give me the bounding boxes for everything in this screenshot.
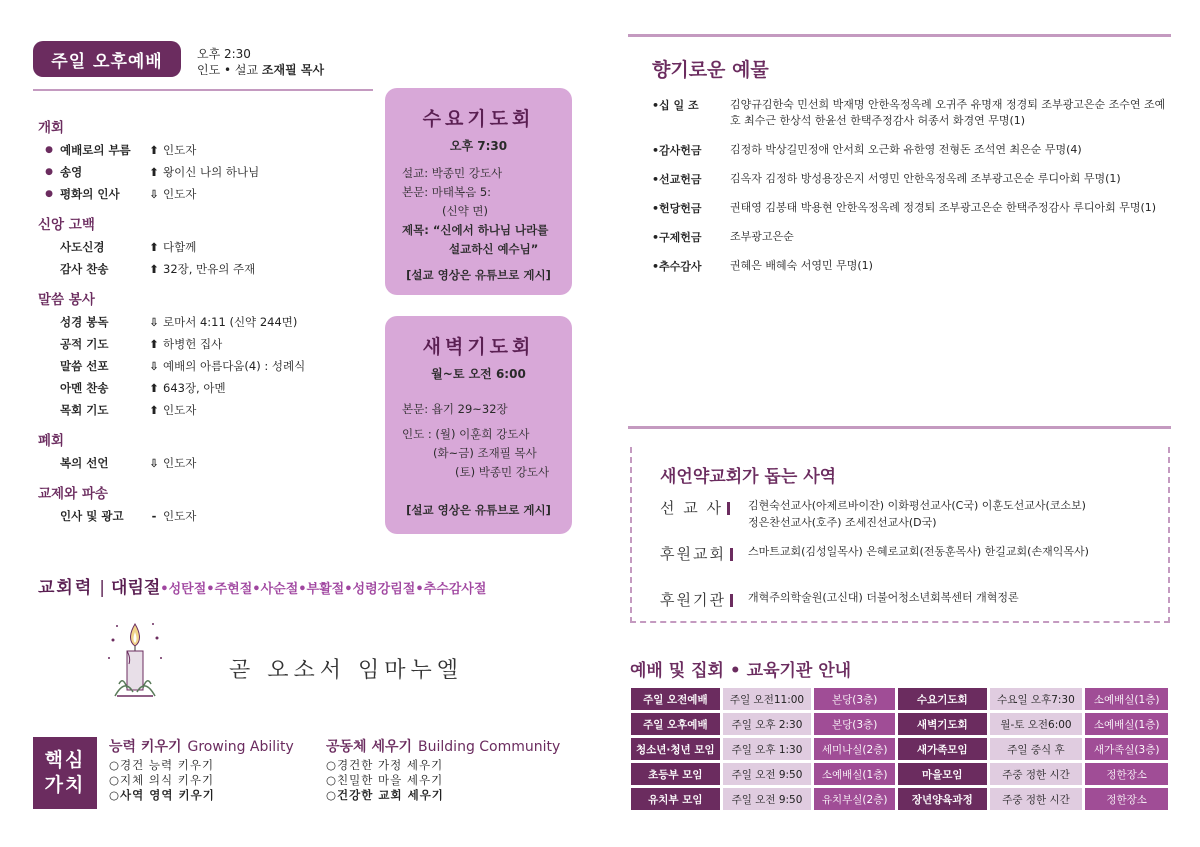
order-row (38, 377, 378, 399)
mission-text: 정은찬선교사(호주) 조세진선교사(D국) (748, 516, 937, 529)
offering-names: 김옥자 김정하 방성용장은지 서영민 안한옥정옥례 조부광고은순 루디아회 무명(1) (730, 172, 1121, 185)
ability-item: ○경건 능력 키우기 (109, 758, 215, 772)
divider (628, 426, 1171, 429)
posture-icon: ⬆ (149, 165, 159, 179)
order-value: 다함께 (163, 240, 197, 254)
wednesday-text-page: (신약 면) (442, 204, 488, 218)
offering-label: •구제헌금 (652, 231, 702, 244)
bullet-icon: ● (45, 189, 53, 199)
mission-title: 새언약교회가 돕는 사역 (660, 467, 837, 487)
guide-row (631, 713, 1168, 735)
order-value: 예배의 아름다움(4) : 성례식 (163, 359, 306, 373)
posture-icon: ⬆ (149, 337, 159, 351)
mission-text: 개혁주의학술원(고신대) 더불어청소년회복센터 개혁정론 (748, 591, 1019, 604)
order-row (38, 399, 378, 421)
posture-icon: ⇩ (149, 315, 159, 329)
order-value: 인도자 (163, 403, 197, 417)
community-item: ○건강한 교회 세우기 (326, 788, 444, 802)
guide-cell: 주중 정한 시간 (990, 763, 1083, 785)
posture-icon: ⬆ (149, 262, 159, 276)
order-item: 성경 봉독 (60, 315, 109, 329)
service-leader-prefix: 인도 • 설교 (197, 63, 259, 77)
offering-names: 권혜은 배혜숙 서영민 무명(1) (730, 259, 873, 272)
wednesday-prayer-box (385, 88, 572, 295)
order-row (38, 505, 378, 527)
core-value-ability (109, 740, 294, 803)
core-label-1: 핵심 (44, 749, 86, 771)
mission-text: 스마트교회(김성일목사) 은혜로교회(전동훈목사) 한길교회(손재익목사) (748, 545, 1089, 558)
offering-row (652, 200, 1172, 216)
order-row (38, 183, 378, 205)
ability-item: ○사역 영역 키우기 (109, 788, 215, 802)
guide-cell: 본당(3층) (814, 688, 895, 710)
dawn-title: 새벽기도회 (422, 336, 535, 358)
calendar-label: 교회력 (38, 578, 94, 598)
order-item: 아멘 찬송 (60, 381, 109, 395)
guide-cell: 주일 오전 9:50 (723, 763, 812, 785)
community-item: ○친밀한 마을 세우기 (326, 773, 444, 787)
posture-icon: ⇩ (149, 359, 159, 373)
mission-label: 후원기관 (660, 591, 726, 609)
guide-cell: 세미나실(2층) (814, 738, 895, 760)
guide-cell: 수요기도회 (898, 688, 987, 710)
order-row (38, 236, 378, 258)
order-item: 말씀 선포 (60, 359, 109, 373)
wednesday-preacher: 설교: 박종민 강도사 (402, 166, 503, 180)
guide-cell: 새가족모임 (898, 738, 987, 760)
dawn-time: 월~토 오전 6:00 (431, 367, 526, 381)
order-item: 사도신경 (60, 240, 105, 254)
wednesday-subject-2: 설교하신 예수님” (449, 242, 539, 256)
posture-icon: ⬆ (149, 381, 159, 395)
bullet-icon: ● (45, 145, 53, 155)
calendar-current: 대림절 (111, 578, 161, 598)
order-item: 목회 기도 (60, 403, 109, 417)
guide-cell: 주일 오후예배 (631, 713, 720, 735)
offering-row (652, 142, 1172, 158)
mission-label: 후원교회 (660, 545, 726, 563)
mission-row-missionary (660, 497, 1086, 531)
ability-head: 능력 키우기 (109, 739, 182, 755)
service-info (197, 46, 324, 78)
order-item: 송영 (60, 165, 83, 179)
mission-label: 선 교 사 (660, 499, 724, 517)
guide-cell: 소예배실(1층) (1085, 688, 1168, 710)
order-row (38, 139, 378, 161)
order-row (38, 355, 378, 377)
dawn-prayer-box (385, 316, 572, 534)
guide-cell: 주일 오전예배 (631, 688, 720, 710)
calendar-separator: | (99, 578, 106, 598)
guide-row (631, 763, 1168, 785)
offering-label: •선교헌금 (652, 173, 702, 186)
advent-verse: 곧 오소서 임마누엘 (229, 658, 464, 683)
posture-icon: ⬆ (149, 240, 159, 254)
order-row (38, 333, 378, 355)
offerings-title: 향기로운 예물 (652, 59, 769, 81)
guide-cell: 정한장소 (1085, 788, 1168, 810)
dawn-note: [설교 영상은 유튜브로 게시] (406, 503, 551, 517)
order-item: 인사 및 광고 (60, 509, 124, 523)
order-section-title: 개회 (38, 120, 65, 136)
guide-table (628, 685, 1171, 813)
order-item: 예배로의 부름 (60, 143, 131, 157)
order-row (38, 161, 378, 183)
offering-names: 권태영 김봉태 박용현 안한옥정옥례 정경퇴 조부광고은순 한택주정감사 루디아회 무명(1) (730, 201, 1157, 214)
offering-row (652, 229, 1172, 245)
order-item: 복의 선언 (60, 456, 109, 470)
order-item: 평화의 인사 (60, 187, 120, 201)
candle-icon (105, 618, 165, 703)
community-head-en: Building Community (418, 739, 561, 755)
guide-cell: 주일 오전11:00 (723, 688, 812, 710)
order-value: 32장, 만유의 주재 (163, 262, 256, 276)
mission-text: 김현숙선교사(아제르바이잔) 이화평선교사(C국) 이훈도선교사(코소보) (748, 499, 1086, 512)
wednesday-note: [설교 영상은 유튜브로 게시] (406, 268, 551, 282)
guide-row (631, 788, 1168, 810)
order-row (38, 452, 378, 474)
order-section-title: 말씀 봉사 (38, 292, 95, 308)
offering-row (652, 258, 1172, 274)
guide-cell: 청소년·청년 모임 (631, 738, 720, 760)
ability-head-en: Growing Ability (187, 739, 294, 755)
order-value: 하병헌 집사 (163, 337, 223, 351)
posture-icon: ⬆ (149, 143, 159, 157)
offering-names: 김정하 박상길민정애 안서희 오근화 유한영 전형돈 조석연 최은순 무명(4) (730, 143, 1082, 156)
wednesday-time: 오후 7:30 (449, 139, 508, 153)
calendar-seasons: •성탄절•주현절•사순절•부활절•성령강림절•추수감사절 (160, 582, 487, 597)
offering-label: •십 일 조 (652, 99, 699, 112)
dawn-leader-3: (토) 박종민 강도사 (455, 465, 550, 479)
offering-label: •감사헌금 (652, 144, 702, 157)
posture-icon: ⇩ (149, 456, 159, 470)
guide-cell: 새벽기도회 (898, 713, 987, 735)
order-row (38, 258, 378, 280)
community-head: 공동체 세우기 (326, 739, 413, 755)
guide-cell: 주일 중식 후 (990, 738, 1083, 760)
order-value: 인도자 (163, 456, 197, 470)
guide-cell: 소예배실(1층) (814, 763, 895, 785)
community-item: ○경건한 가정 세우기 (326, 758, 444, 772)
guide-cell: 주중 정한 시간 (990, 788, 1083, 810)
mission-row-church (660, 543, 1089, 564)
guide-cell: 유치부실(2층) (814, 788, 895, 810)
wednesday-text: 본문: 마태복음 5: (402, 185, 492, 199)
order-value: 643장, 아멘 (163, 381, 226, 395)
posture-icon: ⇩ (149, 187, 159, 201)
order-of-worship (38, 108, 378, 527)
guide-cell: 주일 오전 9:50 (723, 788, 812, 810)
offering-row (652, 97, 1172, 129)
core-values-label (33, 737, 97, 809)
dawn-text: 본문: 욥기 29~32장 (402, 402, 508, 416)
offerings-list (652, 97, 1172, 287)
church-calendar (38, 573, 486, 598)
order-value: 인도자 (163, 187, 197, 201)
offering-row (652, 171, 1172, 187)
guide-cell: 본당(3층) (814, 713, 895, 735)
guide-cell: 소예배실(1층) (1085, 713, 1168, 735)
guide-cell: 유치부 모임 (631, 788, 720, 810)
mission-row-org (660, 589, 1019, 610)
posture-icon: ⬆ (149, 403, 159, 417)
posture-icon: - (151, 509, 157, 523)
wednesday-subject: 제목: “신에서 하나님 나라를 (402, 223, 549, 237)
order-value: 왕이신 나의 하나님 (163, 165, 260, 179)
service-leader: 조재필 목사 (261, 63, 325, 77)
dawn-leader-1: 인도 : (월) 이훈희 강도사 (402, 427, 530, 441)
offering-names: 김양규김한숙 민선희 박재명 안한옥정옥례 오귀주 유명재 정경퇴 조부광고은순 조수연 조예호 최수근 한상석 한윤선 한택주정감사 허종서 화경연 무명(1) (730, 98, 1166, 127)
service-time: 오후 2:30 (197, 47, 251, 61)
guide-cell: 정한장소 (1085, 763, 1168, 785)
divider (628, 34, 1171, 37)
wednesday-title: 수요기도회 (422, 108, 535, 130)
order-value: 인도자 (163, 509, 197, 523)
order-row (38, 311, 378, 333)
order-section-title: 폐회 (38, 433, 65, 449)
order-value: 로마서 4:11 (신약 244면) (163, 315, 298, 329)
core-value-community (326, 740, 560, 803)
guide-cell: 주일 오후 2:30 (723, 713, 812, 735)
offering-names: 조부광고은순 (730, 230, 794, 243)
offering-label: •헌당헌금 (652, 202, 702, 215)
guide-cell: 새가족실(3층) (1085, 738, 1168, 760)
order-section-title: 신앙 고백 (38, 217, 95, 233)
offering-label: •추수감사 (652, 260, 702, 273)
dawn-leader-2: (화~금) 조재필 목사 (433, 446, 537, 460)
guide-row (631, 688, 1168, 710)
ability-item: ○지체 의식 키우기 (109, 773, 215, 787)
guide-cell: 수요일 오후7:30 (990, 688, 1083, 710)
service-title: 주일 오후예배 (33, 41, 181, 77)
divider (33, 89, 373, 91)
order-section-title: 교제와 파송 (38, 486, 108, 502)
guide-cell: 초등부 모임 (631, 763, 720, 785)
guide-cell: 주일 오후 1:30 (723, 738, 812, 760)
order-item: 감사 찬송 (60, 262, 109, 276)
guide-cell: 마을모임 (898, 763, 987, 785)
guide-title: 예배 및 집회 • 교육기관 안내 (630, 661, 852, 681)
guide-cell: 장년양육과정 (898, 788, 987, 810)
guide-cell: 월-토 오전6:00 (990, 713, 1083, 735)
order-value: 인도자 (163, 143, 197, 157)
order-item: 공적 기도 (60, 337, 109, 351)
core-label-2: 가치 (44, 774, 86, 796)
guide-row (631, 738, 1168, 760)
bullet-icon: ● (45, 167, 53, 177)
